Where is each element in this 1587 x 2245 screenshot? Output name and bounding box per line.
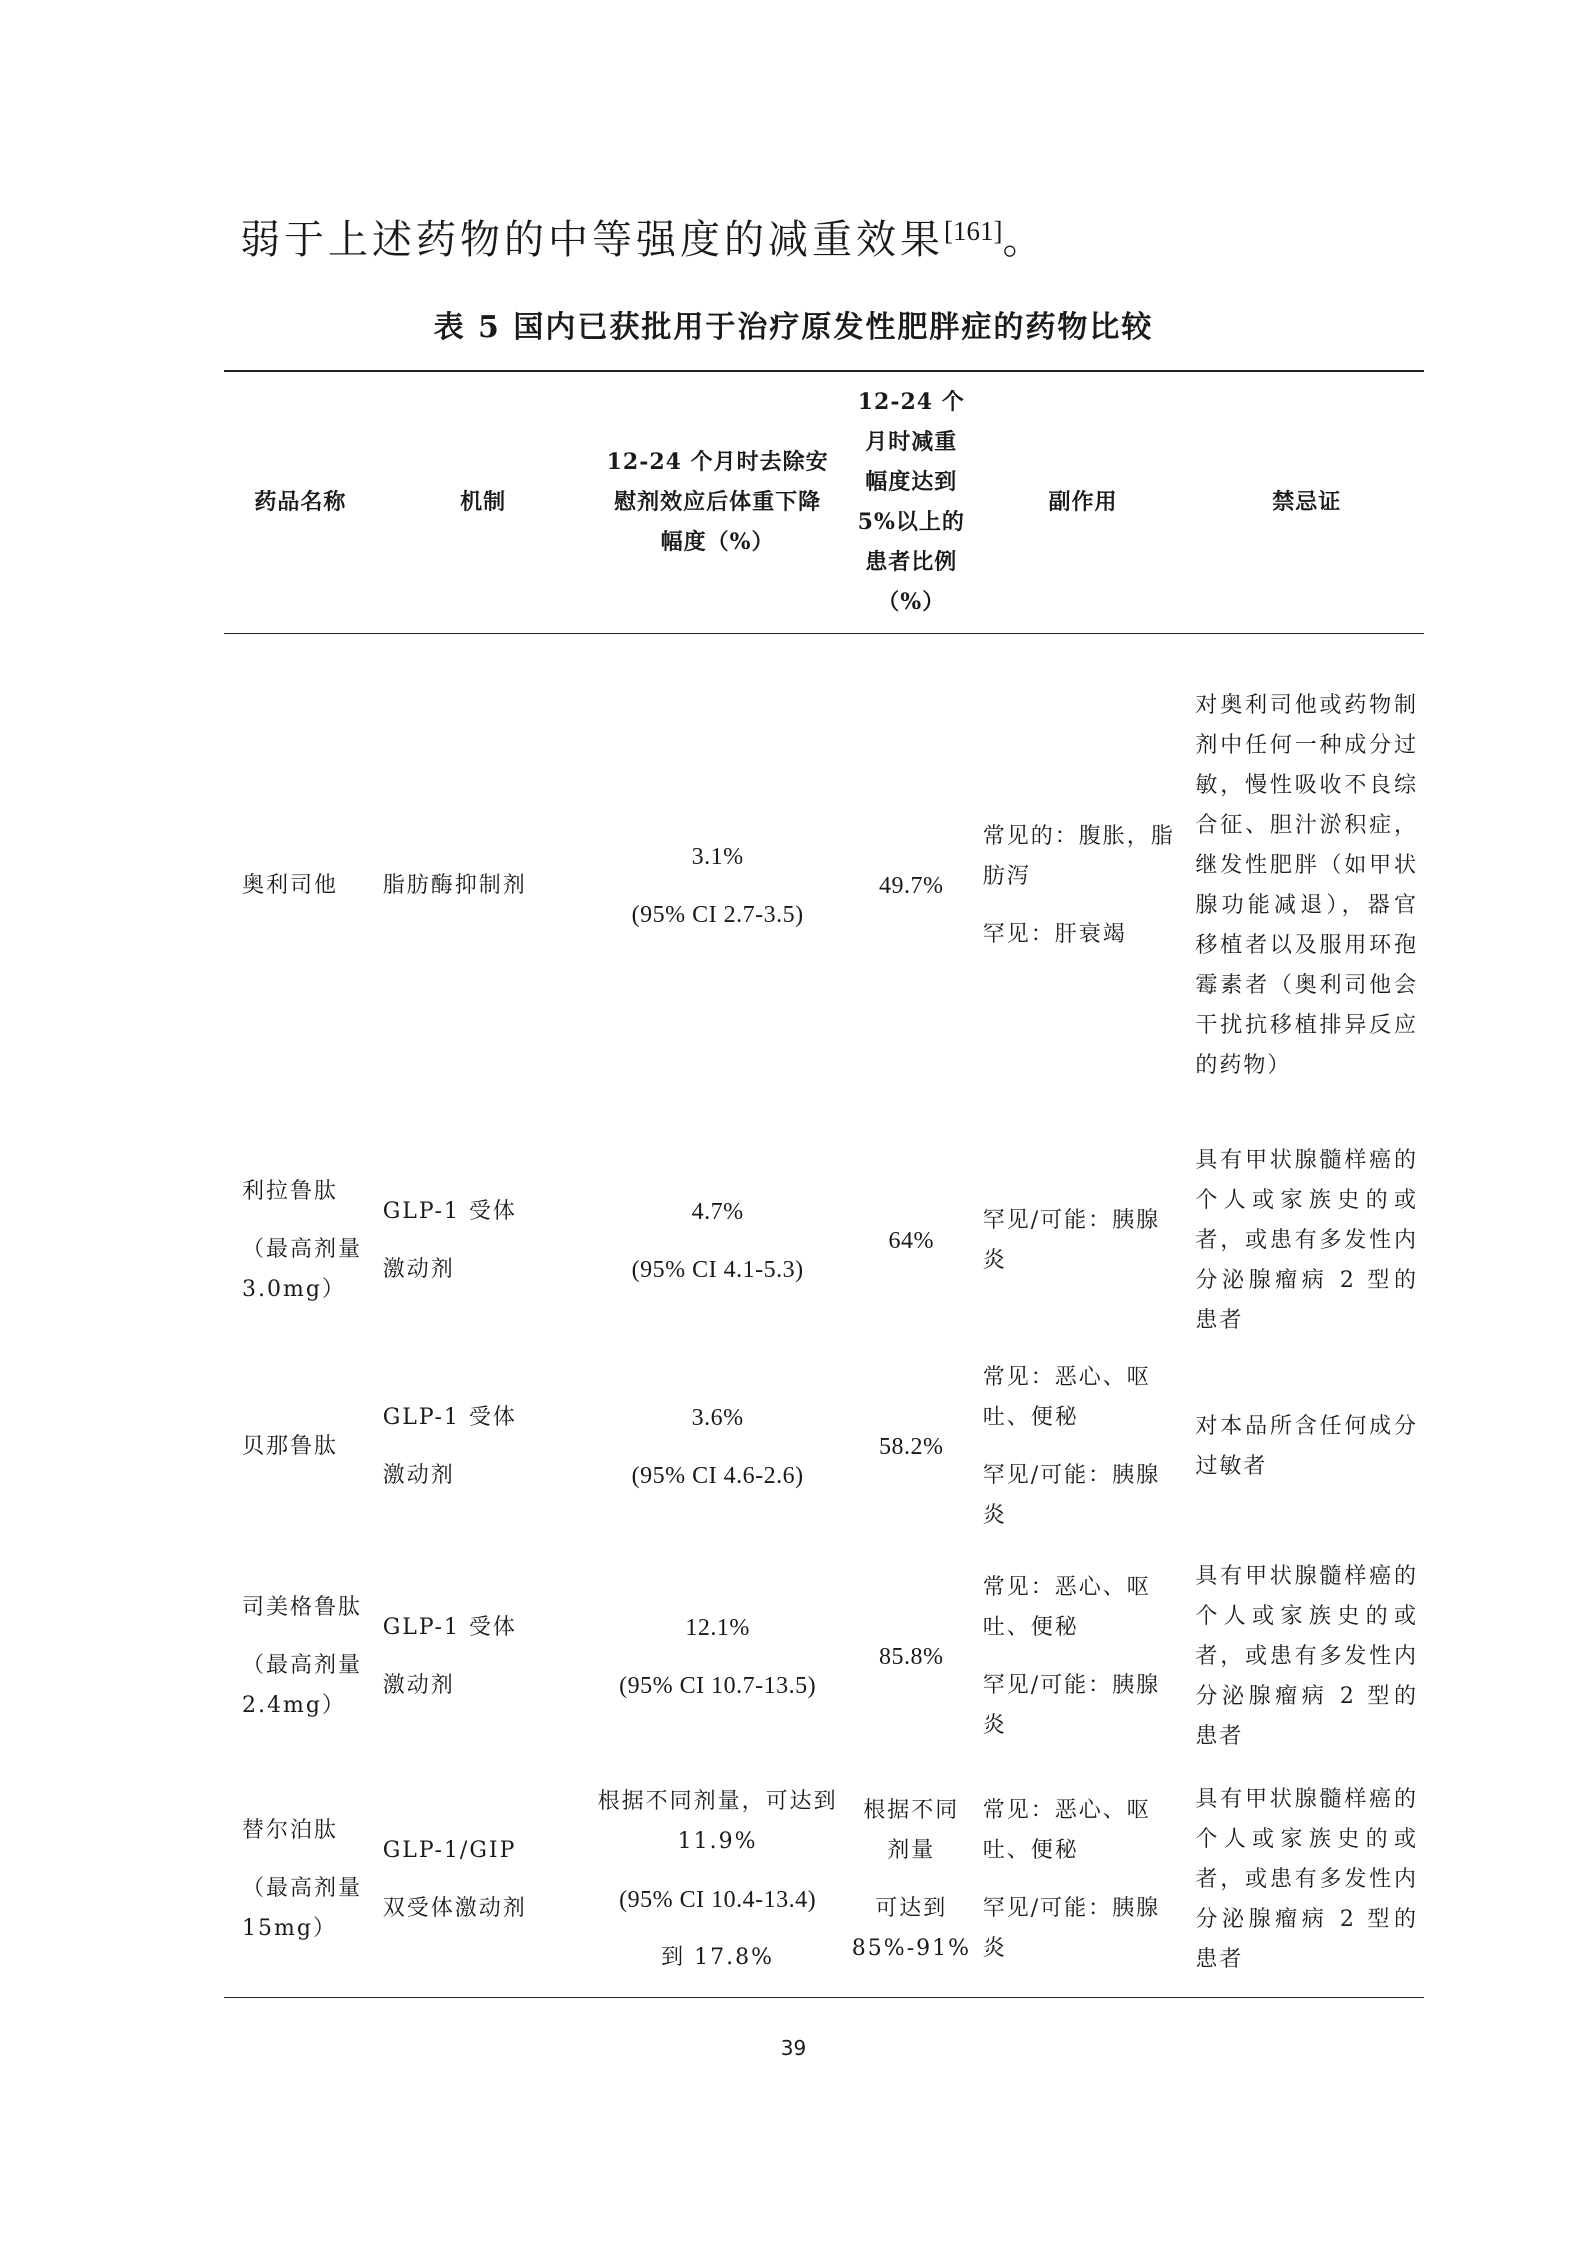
weight-reduction-cell: 3.6% (95% CI 4.6-2.6) [631,1405,804,1489]
mechanism-cell: GLP-1 受体 激动剂 [382,1615,517,1698]
header-contraindications: 禁忌证 [1189,371,1424,633]
side-effects-cell: 常见：恶心、呕吐、便秘 罕见/可能：胰腺炎 [977,1763,1190,1997]
table-row [224,1343,1424,1551]
contraindications-cell: 对本品所含任何成分过敏者 [1195,1414,1418,1479]
drug-name-cell: 奥利司他 [242,872,339,898]
responder-ratio-cell: 58.2% [879,1434,944,1460]
header-side-effects: 副作用 [977,371,1190,633]
contraindications-cell: 具有甲状腺髓样癌的个人或家族史的或者，或患有多发性内分泌腺瘤病 2 型的患者 [1189,1763,1424,1997]
drug-name-cell: 利拉鲁肽 （最高剂量 3.0mg） [242,1178,363,1302]
drug-name-cell: 替尔泊肽 （最高剂量 15mg） [224,1763,377,1997]
header-drug-name: 药品名称 [224,371,377,633]
side-effects-cell: 罕见/可能：胰腺炎 [982,1207,1161,1273]
intro-text: 弱于上述药物的中等强度的减重效果 [240,217,944,263]
contraindications-cell: 对奥利司他或药物制剂中任何一种成分过敏，慢性吸收不良综合征、胆汁淤积症，继发性肥胖（如甲状腺功能减退），器官移植者以及服用环孢霉素者（奥利司他会干扰抗移植排异反应的药物） [1195,692,1418,1078]
table-row [224,1551,1424,1763]
header-weight-reduction: 12-24 个月时去除安慰剂效应后体重下降幅度（%） [589,371,845,633]
drug-comparison-table [224,370,1424,1998]
table-caption: 表 5 国内已获批用于治疗原发性肥胖症的药物比较 [433,310,1154,345]
side-effects-cell: 常见：恶心、呕吐、便秘 罕见/可能：胰腺炎 [982,1575,1161,1738]
responder-ratio-cell: 85.8% [879,1644,944,1670]
table-row [224,633,1424,1138]
contraindications-cell: 具有甲状腺髓样癌的个人或家族史的或者，或患有多发性内分泌腺瘤病 2 型的患者 [1195,1564,1418,1749]
intro-end: 。 [1002,217,1047,263]
weight-reduction-cell: 根据不同剂量，可达到 11.9% (95% CI 10.4-13.4) 到 17.8% [589,1763,845,1997]
citation-ref: [161] [944,216,1003,246]
responder-ratio-cell: 根据不同剂量 可达到 85%-91% [846,1763,977,1997]
header-mechanism: 机制 [377,371,590,633]
mechanism-cell: GLP-1/GIP 双受体激动剂 [377,1763,590,1997]
mechanism-cell: 脂肪酶抑制剂 [382,872,527,898]
mechanism-cell: GLP-1 受体 激动剂 [382,1405,517,1488]
table-header-row [224,371,1424,633]
page-number: 39 [780,2036,807,2060]
responder-ratio-cell: 64% [888,1227,934,1254]
mechanism-cell: GLP-1 受体 激动剂 [382,1198,517,1282]
table-row [224,1138,1424,1343]
side-effects-cell: 常见的：腹胀，脂肪泻 罕见：肝衰竭 [982,823,1175,947]
header-responder-ratio: 12-24 个月时减重幅度达到 5%以上的患者比例（%） [846,371,977,633]
responder-ratio-cell: 49.7% [879,872,944,899]
side-effects-cell: 常见：恶心、呕吐、便秘 罕见/可能：胰腺炎 [982,1365,1161,1528]
drug-name-cell: 司美格鲁肽 （最高剂量 2.4mg） [242,1595,363,1718]
weight-reduction-cell: 12.1% (95% CI 10.7-13.5) [619,1615,817,1699]
intro-paragraph-line [240,208,1046,265]
weight-reduction-cell: 3.1% (95% CI 2.7-3.5) [631,843,804,928]
contraindications-cell: 具有甲状腺髓样癌的个人或家族史的或者，或患有多发性内分泌腺瘤病 2 型的患者 [1195,1147,1418,1333]
table-row [224,1763,1424,1997]
weight-reduction-cell: 4.7% (95% CI 4.1-5.3) [631,1198,804,1283]
drug-name-cell: 贝那鲁肽 [242,1434,339,1459]
